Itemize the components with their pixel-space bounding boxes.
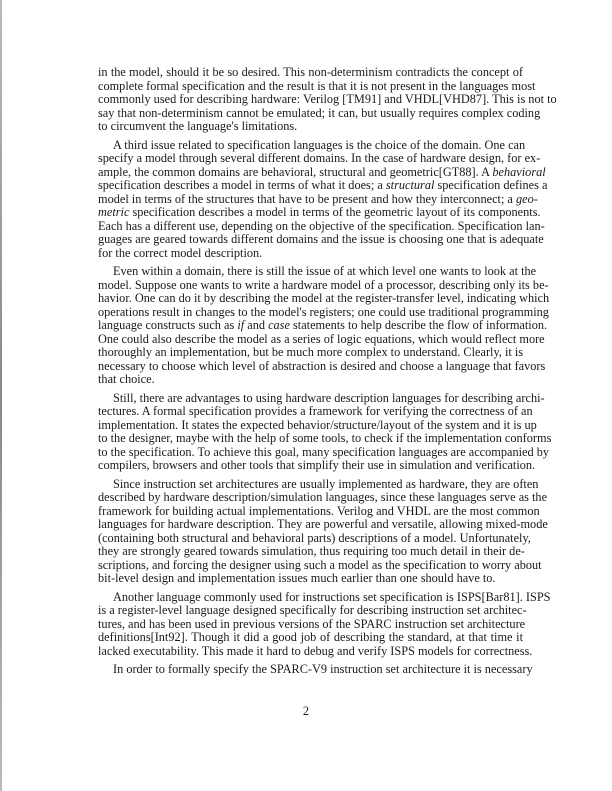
text-line bbox=[98, 631, 523, 645]
text-line bbox=[98, 191, 538, 207]
text-line bbox=[98, 476, 539, 492]
text-line bbox=[98, 264, 537, 279]
text-line bbox=[98, 390, 545, 406]
text-line bbox=[98, 205, 541, 220]
text-segment: specification defines a bbox=[434, 178, 548, 192]
paragraph bbox=[98, 264, 550, 387]
text-line bbox=[98, 164, 546, 180]
text-line bbox=[98, 318, 548, 333]
text-segment: to the designer, maybe with the help of some tools, to check if the implementation conforms bbox=[98, 431, 552, 445]
emphasis-text: behavioral bbox=[492, 164, 546, 179]
text-segment: described by hardware description/simulation languages, since these languages serve as the bbox=[98, 490, 548, 504]
text-line bbox=[98, 105, 541, 121]
text-line bbox=[98, 373, 523, 387]
text-segment: havior. One can do it by describing the model at the register-transfer level, indicating which bbox=[98, 291, 550, 305]
text-segment: thoroughly an implementation, but be much more complex to understand. Clearly, it is bbox=[98, 345, 524, 359]
text-segment: and bbox=[244, 318, 269, 332]
text-segment: compilers, browsers and other tools that simplify their use in simulation and verification. bbox=[98, 458, 536, 472]
text-segment: to circumvent the language's limitations. bbox=[98, 119, 298, 133]
text-segment: tures, and has been used in previous versions of the SPARC instruction set architecture bbox=[98, 616, 526, 631]
text-segment: tectures. A formal specification provides a framework for verifying the correctness of an bbox=[98, 404, 533, 418]
text-line bbox=[98, 247, 523, 261]
text-line bbox=[98, 444, 549, 460]
text-segment: statements to help describe the flow of information. bbox=[289, 318, 548, 332]
text-segment: ample, the common domains are behavioral, structural and geometric[GT88]. A bbox=[98, 164, 493, 179]
text-line bbox=[98, 218, 545, 234]
text-line bbox=[98, 603, 527, 618]
text-segment: specification describes a model in terms of the geometric layout of its components. bbox=[129, 205, 541, 219]
text-line bbox=[98, 503, 540, 519]
text-segment: Still, there are advantages to using hardware description languages for describing archi- bbox=[113, 390, 545, 405]
text-line bbox=[98, 589, 551, 605]
text-line bbox=[98, 304, 549, 320]
paragraph bbox=[98, 65, 557, 134]
text-line bbox=[98, 517, 548, 532]
text-segment: necessary to choose which level of abstraction is desired and choose a language that favors bbox=[98, 358, 546, 373]
text-line bbox=[98, 78, 536, 94]
text-line bbox=[98, 151, 541, 166]
text-line bbox=[98, 616, 526, 632]
text-line bbox=[98, 137, 526, 153]
text-line bbox=[98, 417, 537, 433]
text-line bbox=[98, 331, 545, 347]
text-segment: lacked executability. This made it hard to debug and verify ISPS models for correctness. bbox=[98, 643, 533, 658]
text-line bbox=[98, 530, 531, 546]
text-segment: model. Suppose one wants to write a hardware model of a processor, describing only its be- bbox=[98, 277, 549, 292]
text-line bbox=[98, 404, 533, 419]
text-line bbox=[98, 557, 542, 573]
text-line bbox=[98, 643, 533, 659]
text-segment: specification describes a model in terms of what it does; a bbox=[98, 178, 386, 192]
text-line bbox=[98, 545, 523, 559]
text-segment: is a register-level language designed specifically for describing instruction set architec- bbox=[98, 603, 527, 617]
text-segment: commonly used for describing hardware: Verilog [TM91] and VHDL[VHD87]. This is not to bbox=[98, 92, 557, 106]
text-line bbox=[98, 572, 523, 586]
paragraph bbox=[98, 137, 548, 261]
text-line bbox=[98, 490, 548, 505]
text-segment: languages for hardware description. They are powerful and versatile, allowing mixed-mode bbox=[98, 517, 548, 531]
paragraph bbox=[98, 589, 551, 659]
text-segment: Since instruction set architectures are usually implemented as hardware, they are often bbox=[113, 476, 539, 491]
text-segment: specify a model through several different domains. In the case of hardware design, for ex- bbox=[98, 151, 541, 165]
text-segment: (containing both structural and behavioral parts) descriptions of a model. Unfortunately, bbox=[98, 530, 531, 545]
text-segment: In order to formally specify the SPARC-V9 instruction set architecture it is necessary bbox=[113, 662, 533, 676]
emphasis-text: case bbox=[268, 318, 290, 332]
body-text bbox=[98, 65, 557, 682]
text-segment: they are strongly geared towards simulation, thus requiring too much detail in their de- bbox=[98, 544, 525, 558]
text-line bbox=[98, 358, 546, 374]
text-segment: say that non-determinism cannot be emulated; it can, but usually requires complex coding bbox=[98, 105, 541, 120]
text-segment: One could also describe the model as a series of logic equations, which would reflect more bbox=[98, 331, 545, 346]
text-segment: guages are geared towards different domains and the issue is choosing one that is adequate bbox=[98, 232, 544, 246]
scan-edge bbox=[0, 0, 2, 791]
text-line bbox=[98, 178, 548, 193]
paragraph bbox=[98, 476, 548, 586]
text-segment: to the specification. To achieve this goal, many specification languages are accompanied by bbox=[98, 444, 549, 459]
text-line bbox=[98, 431, 552, 446]
text-line bbox=[98, 66, 523, 80]
text-segment: in the model, should it be so desired. This non-determinism contradicts the concept of bbox=[98, 65, 523, 79]
text-segment: implementation. It states the expected behavior/structure/layout of the system and it is up bbox=[98, 417, 537, 432]
text-segment: for the correct model description. bbox=[98, 245, 263, 260]
text-line bbox=[98, 120, 523, 134]
emphasis-text: structural bbox=[385, 178, 435, 192]
text-line bbox=[98, 662, 533, 677]
text-segment: model in terms of the structures that have to be present and how they interconnect; a bbox=[98, 191, 516, 206]
paragraph bbox=[98, 390, 552, 473]
text-line bbox=[98, 291, 550, 306]
text-segment: framework for building actual implementations. Verilog and VHDL are the most common bbox=[98, 503, 540, 518]
text-segment: Another language commonly used for instructions set specification is ISPS[Bar81]. ISPS bbox=[113, 589, 551, 604]
emphasis-text: metric bbox=[98, 205, 130, 219]
emphasis-text: geo- bbox=[515, 191, 538, 206]
text-segment: bit-level design and implementation issues much earlier than one should have to. bbox=[98, 571, 496, 585]
text-segment: Each has a different use, depending on the objective of the specification. Specification lan- bbox=[98, 218, 545, 233]
text-segment: Even within a domain, there is still the issue of at which level one wants to look at the bbox=[113, 264, 537, 278]
text-segment: that choice. bbox=[98, 372, 155, 386]
text-line bbox=[98, 346, 523, 360]
page-number: 2 bbox=[302, 704, 310, 718]
text-segment: operations result in changes to the model's registers; one could use traditional programming bbox=[98, 304, 549, 319]
text-line bbox=[98, 277, 549, 293]
text-line bbox=[98, 458, 536, 473]
emphasis-text: if bbox=[237, 318, 245, 332]
text-segment: scriptions, and forcing the designer using such a model as the specification to worry about bbox=[98, 557, 542, 572]
text-segment: definitions[Int92]. Though it did a good job of describing the standard, at that time it bbox=[98, 630, 523, 644]
text-line bbox=[98, 232, 544, 247]
text-line bbox=[98, 92, 557, 107]
text-segment: A third issue related to specification languages is the choice of the domain. One can bbox=[113, 137, 526, 152]
text-segment: complete formal specification and the result is that it is not present in the languages most bbox=[98, 78, 536, 93]
text-segment: language constructs such as bbox=[98, 318, 238, 332]
paragraph bbox=[98, 662, 533, 677]
